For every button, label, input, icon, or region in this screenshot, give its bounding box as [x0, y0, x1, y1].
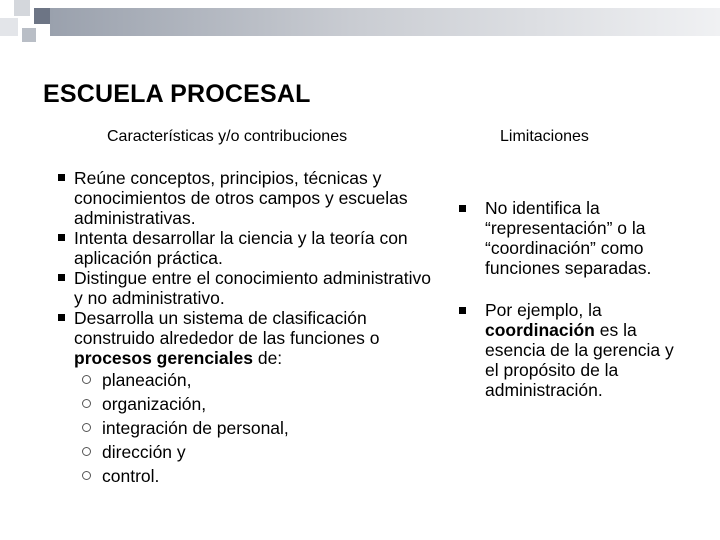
- sublist-item-text: planeación,: [102, 370, 192, 390]
- sublist-item-text: organización,: [102, 394, 207, 414]
- sublist-item-text: control.: [102, 466, 160, 486]
- left-column-heading: Características y/o contribuciones: [107, 128, 348, 145]
- square-bullet-icon: [58, 234, 65, 241]
- circle-bullet-icon: [82, 423, 91, 432]
- list-item-text: No identifica la “representación” o la “coordinación” como funciones separadas.: [485, 198, 652, 278]
- square-bullet-icon: [58, 274, 65, 281]
- sublist-item: [74, 416, 432, 440]
- square-bullet-icon: [459, 307, 466, 314]
- text-segment: de:: [252, 348, 283, 368]
- square-bullet-icon: [58, 314, 65, 321]
- list-item: [464, 300, 684, 400]
- list-item: [464, 198, 684, 278]
- list-item-text: Distingue entre el conocimiento administrativo y no administrativo.: [74, 268, 431, 308]
- text-segment: Por ejemplo, la: [485, 300, 602, 320]
- list-item-text: Intenta desarrollar la ciencia y la teoría con aplicación práctica.: [74, 228, 408, 268]
- header-gradient-bar: [50, 8, 720, 36]
- square-bullet-icon: [58, 174, 65, 181]
- sublist-item: [74, 392, 432, 416]
- list-item: [52, 228, 432, 268]
- list-item-text: Reúne conceptos, principios, técnicas y conocimientos de otros campos y escuelas administrativas.: [74, 168, 408, 228]
- list-item: [52, 268, 432, 308]
- sublist-item: [74, 464, 432, 488]
- bold-text: coordinación: [485, 320, 595, 340]
- square-bullet-icon: [459, 205, 466, 212]
- sublist-item-text: dirección y: [102, 442, 186, 462]
- contributions-list: [52, 168, 432, 488]
- page-title: ESCUELA PROCESAL: [43, 80, 311, 108]
- list-item-text: [74, 308, 379, 368]
- circle-bullet-icon: [82, 471, 91, 480]
- sublist-item-text: integración de personal,: [102, 418, 289, 438]
- sublist-item: [74, 368, 432, 392]
- bold-text: procesos gerenciales: [74, 348, 253, 368]
- text-segment: es la esencia de la gerencia y el propósito de la administración.: [485, 320, 674, 400]
- text-segment: Desarrolla un sistema de clasificación construido alrededor de las funciones o: [74, 308, 380, 348]
- functions-sublist: [74, 368, 432, 488]
- decor-square: [14, 0, 30, 16]
- decor-square: [0, 18, 18, 36]
- circle-bullet-icon: [82, 399, 91, 408]
- decor-square: [22, 28, 36, 42]
- circle-bullet-icon: [82, 375, 91, 384]
- circle-bullet-icon: [82, 447, 91, 456]
- decor-square: [34, 8, 50, 24]
- list-item-text: [485, 300, 674, 400]
- sublist-item: [74, 440, 432, 464]
- list-item: [52, 168, 432, 228]
- limitations-list: [464, 198, 684, 422]
- list-item: [52, 308, 432, 488]
- header-decoration: [0, 0, 720, 60]
- right-column-heading: Limitaciones: [500, 128, 589, 145]
